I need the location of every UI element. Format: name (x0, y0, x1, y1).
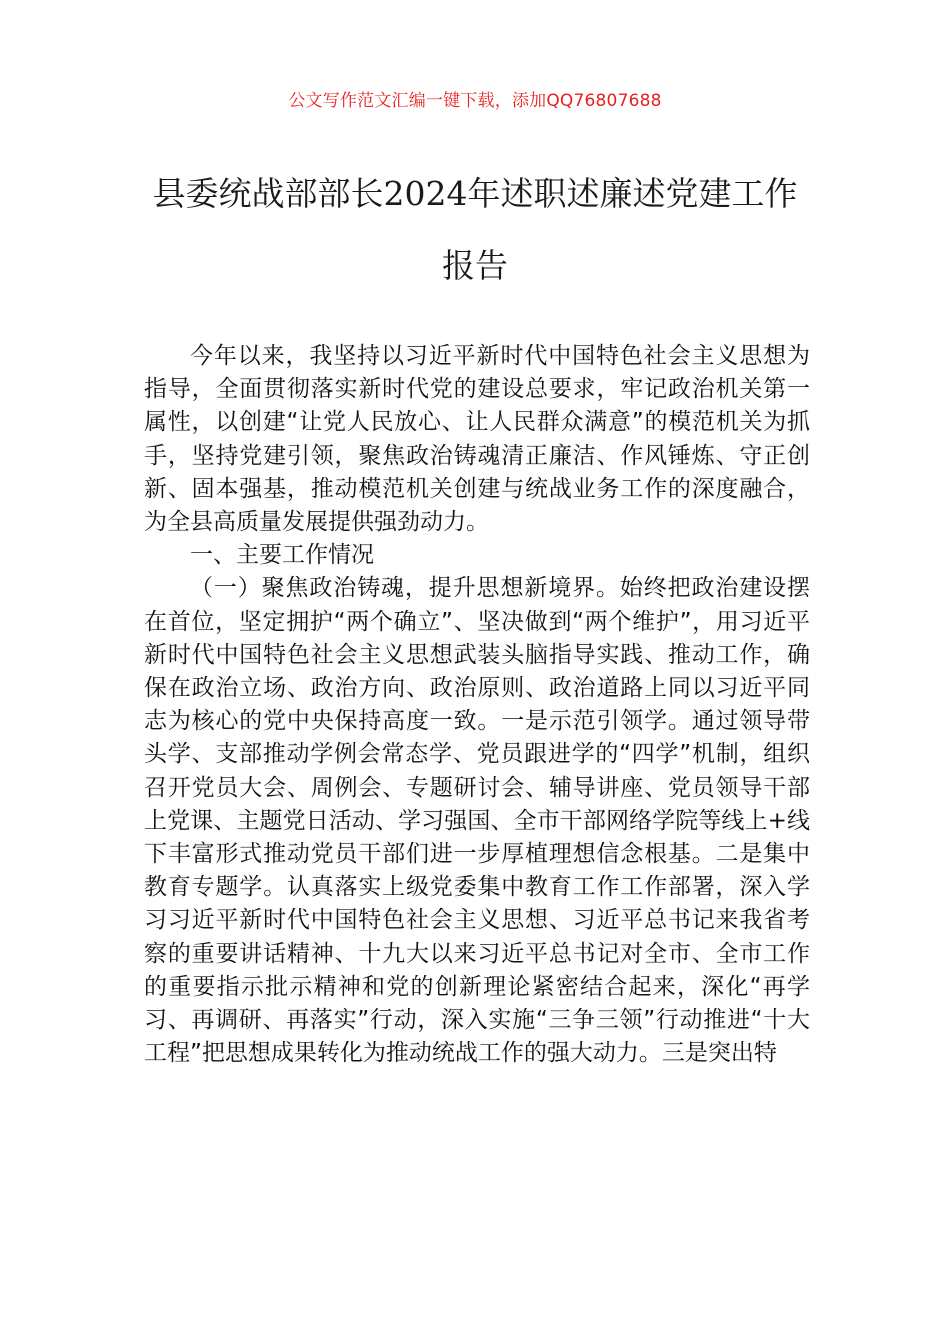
document-body (144, 340, 810, 1070)
document-title: 县委统战部部长2024年述职述廉述党建工作报告 (152, 174, 798, 285)
download-watermark: 公文写作范文汇编一键下载，添加QQ76807688 (288, 91, 662, 111)
section-heading: 一、主要工作情况 (190, 542, 374, 569)
body-paragraph-intro: 今年以来，我坚持以习近平新时代中国特色社会主义思想为指导，全面贯彻落实新时代党的建设总要求，牢记政治机关第一属性，以创建“让党人民放心、让人民群众满意”的模范机关为抓手，坚持党建引领，聚焦政治铸魂清正廉洁、作风锤炼、守正创新、固本强基，推动模范机关创建与统战业务工作的深度融合，为全县高质量发展提供强劲动力。 (144, 343, 810, 536)
body-paragraph-section-1: （一）聚焦政治铸魂，提升思想新境界。始终把政治建设摆在首位，坚定拥护“两个确立”、坚决做到“两个维护”，用习近平新时代中国特色社会主义思想武装头脑指导实践、推动工作，确保在政治立场、政治方向、政治原则、政治道路上同以习近平同志为核心的党中央保持高度一致。一是示范引领学。通过领导带头学、支部推动学例会常态学、党员跟进学的“四学”机制，组织召开党员大会、周例会、专题研讨会、辅导讲座、党员领导干部上党课、主题党日活动、学习强国、全市干部网络学院等线上+线下丰富形式推动党员干部们进一步厚植理想信念根基。二是集中教育专题学。认真落实上级党委集中教育工作工作部署，深入学习习近平新时代中国特色社会主义思想、习近平总书记来我省考察的重要讲话精神、十九大以来习近平总书记对全市、全市工作的重要指示批示精神和党的创新理论紧密结合起来，深化“再学习、再调研、再落实”行动，深入实施“三争三领”行动推进“十大工程”把思想成果转化为推动统战工作的强大动力。三是突出特 (144, 575, 810, 1067)
